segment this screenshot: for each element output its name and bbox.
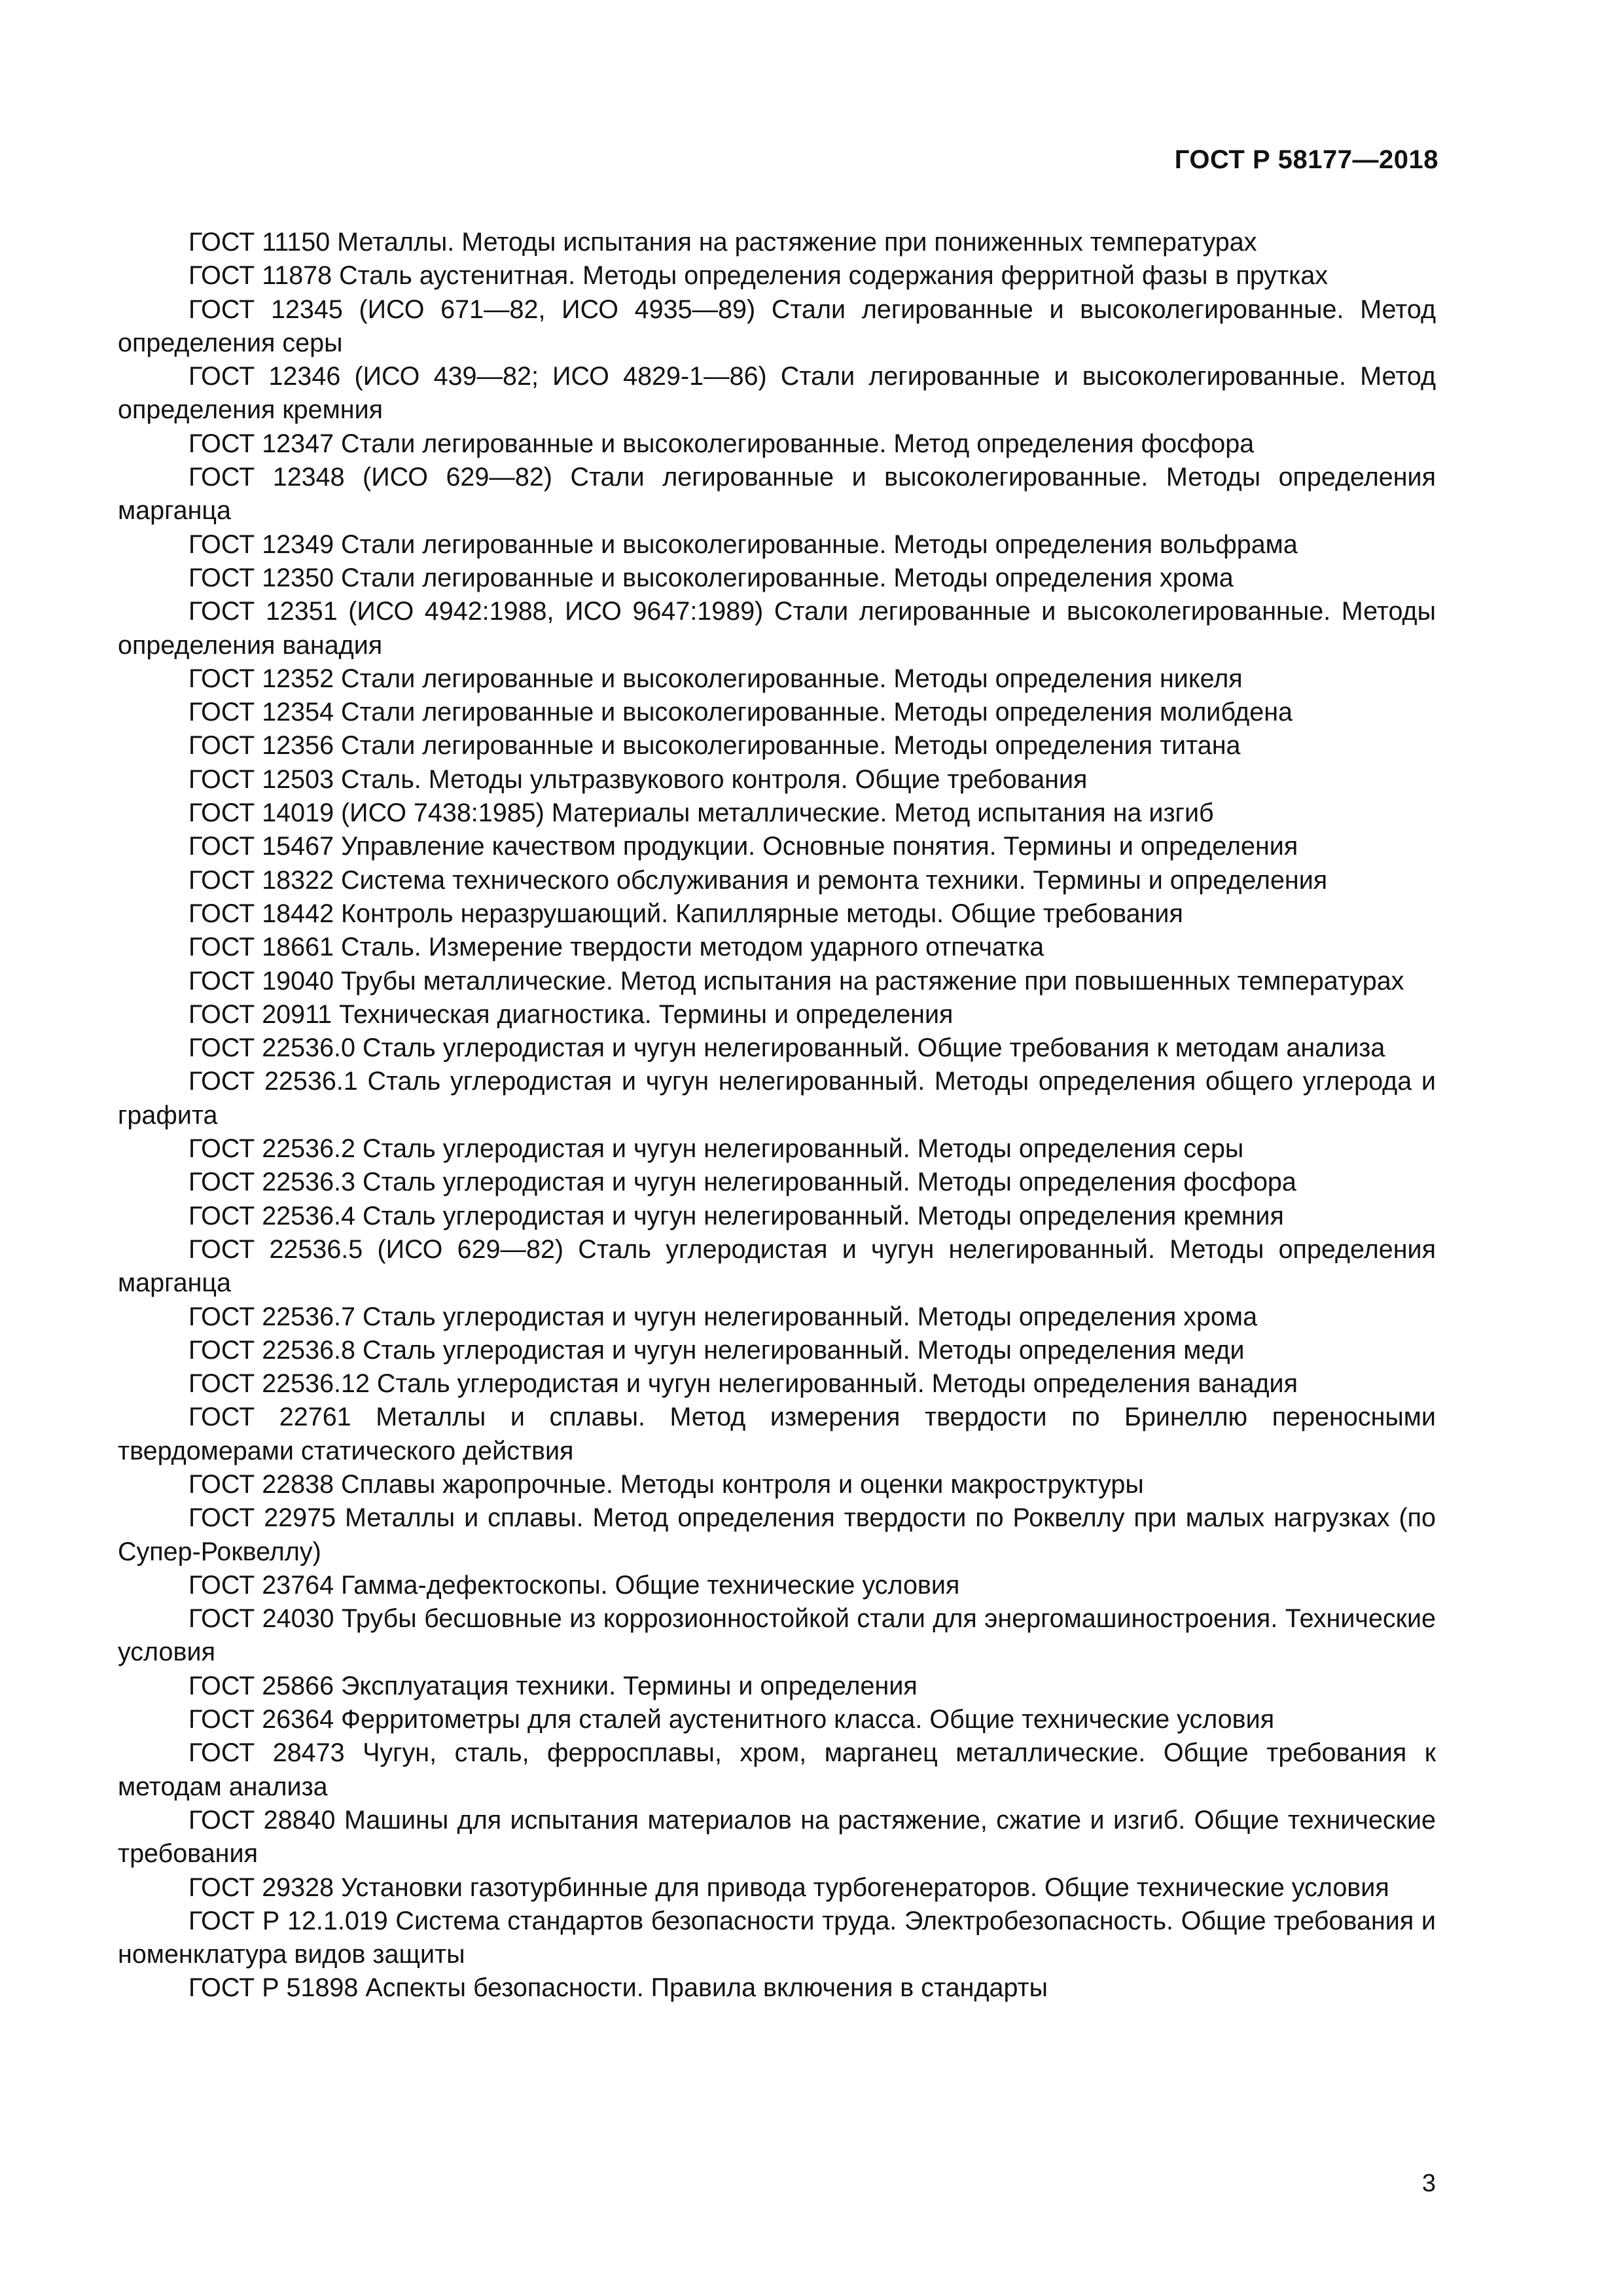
reference-entry: ГОСТ 23764 Гамма-дефектоскопы. Общие технические условия bbox=[188, 1570, 960, 1600]
reference-entry: ГОСТ 12345 (ИСО 671—82, ИСО 4935—89) Стали легированные и высоколегированные. Метод определения серы bbox=[118, 295, 1436, 357]
reference-entry: ГОСТ 12352 Стали легированные и высоколегированные. Методы определения никеля bbox=[188, 664, 1243, 693]
reference-entry: ГОСТ 22536.8 Сталь углеродистая и чугун нелегированный. Методы определения меди bbox=[188, 1335, 1245, 1365]
reference-entry: ГОСТ 11878 Сталь аустенитная. Методы определения содержания ферритной фазы в прутках bbox=[188, 261, 1329, 291]
reference-entry: ГОСТ 25866 Эксплуатация техники. Термины и определения bbox=[188, 1671, 918, 1700]
reference-entry: ГОСТ 28473 Чугун, сталь, ферросплавы, хром, марганец металлические. Общие требования к методам анализа bbox=[118, 1738, 1436, 1801]
reference-entry: ГОСТ 15467 Управление качеством продукции. Основные понятия. Термины и определения bbox=[188, 832, 1298, 861]
reference-entry: ГОСТ 22536.0 Сталь углеродистая и чугун нелегированный. Общие требования к методам анализа bbox=[188, 1033, 1385, 1063]
reference-entry: ГОСТ 12350 Стали легированные и высоколегированные. Методы определения хрома bbox=[188, 563, 1234, 592]
reference-entry: ГОСТ 22536.1 Сталь углеродистая и чугун нелегированный. Методы определения общего углерода и графита bbox=[118, 1067, 1436, 1130]
reference-entry: ГОСТ Р 12.1.019 Система стандартов безопасности труда. Электробезопасность. Общие требования и номенклатура видов защиты bbox=[118, 1906, 1436, 1969]
reference-entry: ГОСТ 22536.2 Сталь углеродистая и чугун нелегированный. Методы определения серы bbox=[188, 1134, 1244, 1164]
reference-entry: ГОСТ 22536.12 Сталь углеродистая и чугун нелегированный. Методы определения ванадия bbox=[188, 1369, 1298, 1399]
page-number: 3 bbox=[1421, 2170, 1436, 2197]
reference-entry: ГОСТ 12349 Стали легированные и высоколегированные. Методы определения вольфрама bbox=[188, 529, 1298, 559]
reference-entry: ГОСТ 12503 Сталь. Методы ультразвукового контроля. Общие требования bbox=[188, 764, 1088, 794]
reference-entry: ГОСТ 12354 Стали легированные и высоколегированные. Методы определения молибдена bbox=[188, 698, 1293, 727]
reference-entry: ГОСТ 22975 Металлы и сплавы. Метод определения твердости по Роквеллу при малых нагрузках (по Супер-Роквеллу) bbox=[118, 1503, 1436, 1566]
reference-entry: ГОСТ 26364 Ферритометры для сталей аустенитного класса. Общие технические условия bbox=[188, 1705, 1275, 1734]
reference-entry: ГОСТ 24030 Трубы бесшовные из коррозионностойкой стали для энергомашиностроения. Технические условия bbox=[118, 1604, 1436, 1667]
reference-entry: ГОСТ 28840 Машины для испытания материалов на растяжение, сжатие и изгиб. Общие технические требования bbox=[118, 1805, 1436, 1869]
reference-entry: ГОСТ 22536.7 Сталь углеродистая и чугун нелегированный. Методы определения хрома bbox=[188, 1302, 1258, 1331]
reference-entry: ГОСТ 19040 Трубы металлические. Метод испытания на растяжение при повышенных температурах bbox=[188, 966, 1404, 996]
reference-entry: ГОСТ 29328 Установки газотурбинные для привода турбогенераторов. Общие технические условия bbox=[188, 1873, 1389, 1902]
reference-entry: ГОСТ 12356 Стали легированные и высоколегированные. Методы определения титана bbox=[188, 731, 1241, 761]
reference-entry: ГОСТ 18661 Сталь. Измерение твердости методом ударного отпечатка bbox=[188, 933, 1044, 962]
normative-references-list bbox=[118, 226, 1436, 2005]
reference-entry: ГОСТ 12346 (ИСО 439—82; ИСО 4829-1—86) Стали легированные и высоколегированные. Метод определения кремния bbox=[118, 362, 1436, 425]
reference-entry: ГОСТ 18442 Контроль неразрушающий. Капиллярные методы. Общие требования bbox=[188, 899, 1183, 928]
reference-entry: ГОСТ 11150 Металлы. Методы испытания на растяжение при пониженных температурах bbox=[188, 228, 1257, 257]
reference-entry: ГОСТ 22536.5 (ИСО 629—82) Сталь углеродистая и чугун нелегированный. Методы определения марганца bbox=[118, 1234, 1436, 1298]
reference-entry: ГОСТ 12351 (ИСО 4942:1988, ИСО 9647:1989) Стали легированные и высоколегированные. Методы определения ванадия bbox=[118, 597, 1436, 660]
reference-entry: ГОСТ 22536.4 Сталь углеродистая и чугун нелегированный. Методы определения кремния bbox=[188, 1201, 1284, 1230]
document-header: ГОСТ Р 58177—2018 bbox=[1174, 145, 1438, 174]
reference-entry: ГОСТ 14019 (ИСО 7438:1985) Материалы металлические. Метод испытания на изгиб bbox=[188, 798, 1214, 828]
reference-entry: ГОСТ Р 51898 Аспекты безопасности. Правила включения в стандарты bbox=[188, 1973, 1048, 2003]
reference-entry: ГОСТ 18322 Система технического обслуживания и ремонта техники. Термины и определения bbox=[188, 865, 1328, 895]
reference-entry: ГОСТ 20911 Техническая диагностика. Термины и определения bbox=[188, 999, 954, 1029]
reference-entry: ГОСТ 22536.3 Сталь углеродистая и чугун нелегированный. Методы определения фосфора bbox=[188, 1168, 1296, 1197]
reference-entry: ГОСТ 22761 Металлы и сплавы. Метод измерения твердости по Бринеллю переносными твердомерами статического действия bbox=[118, 1403, 1436, 1465]
reference-entry: ГОСТ 22838 Сплавы жаропрочные. Методы контроля и оценки макроструктуры bbox=[188, 1469, 1144, 1499]
reference-entry: ГОСТ 12347 Стали легированные и высоколегированные. Метод определения фосфора bbox=[188, 429, 1255, 458]
reference-entry: ГОСТ 12348 (ИСО 629—82) Стали легированные и высоколегированные. Методы определения марганца bbox=[118, 463, 1436, 526]
